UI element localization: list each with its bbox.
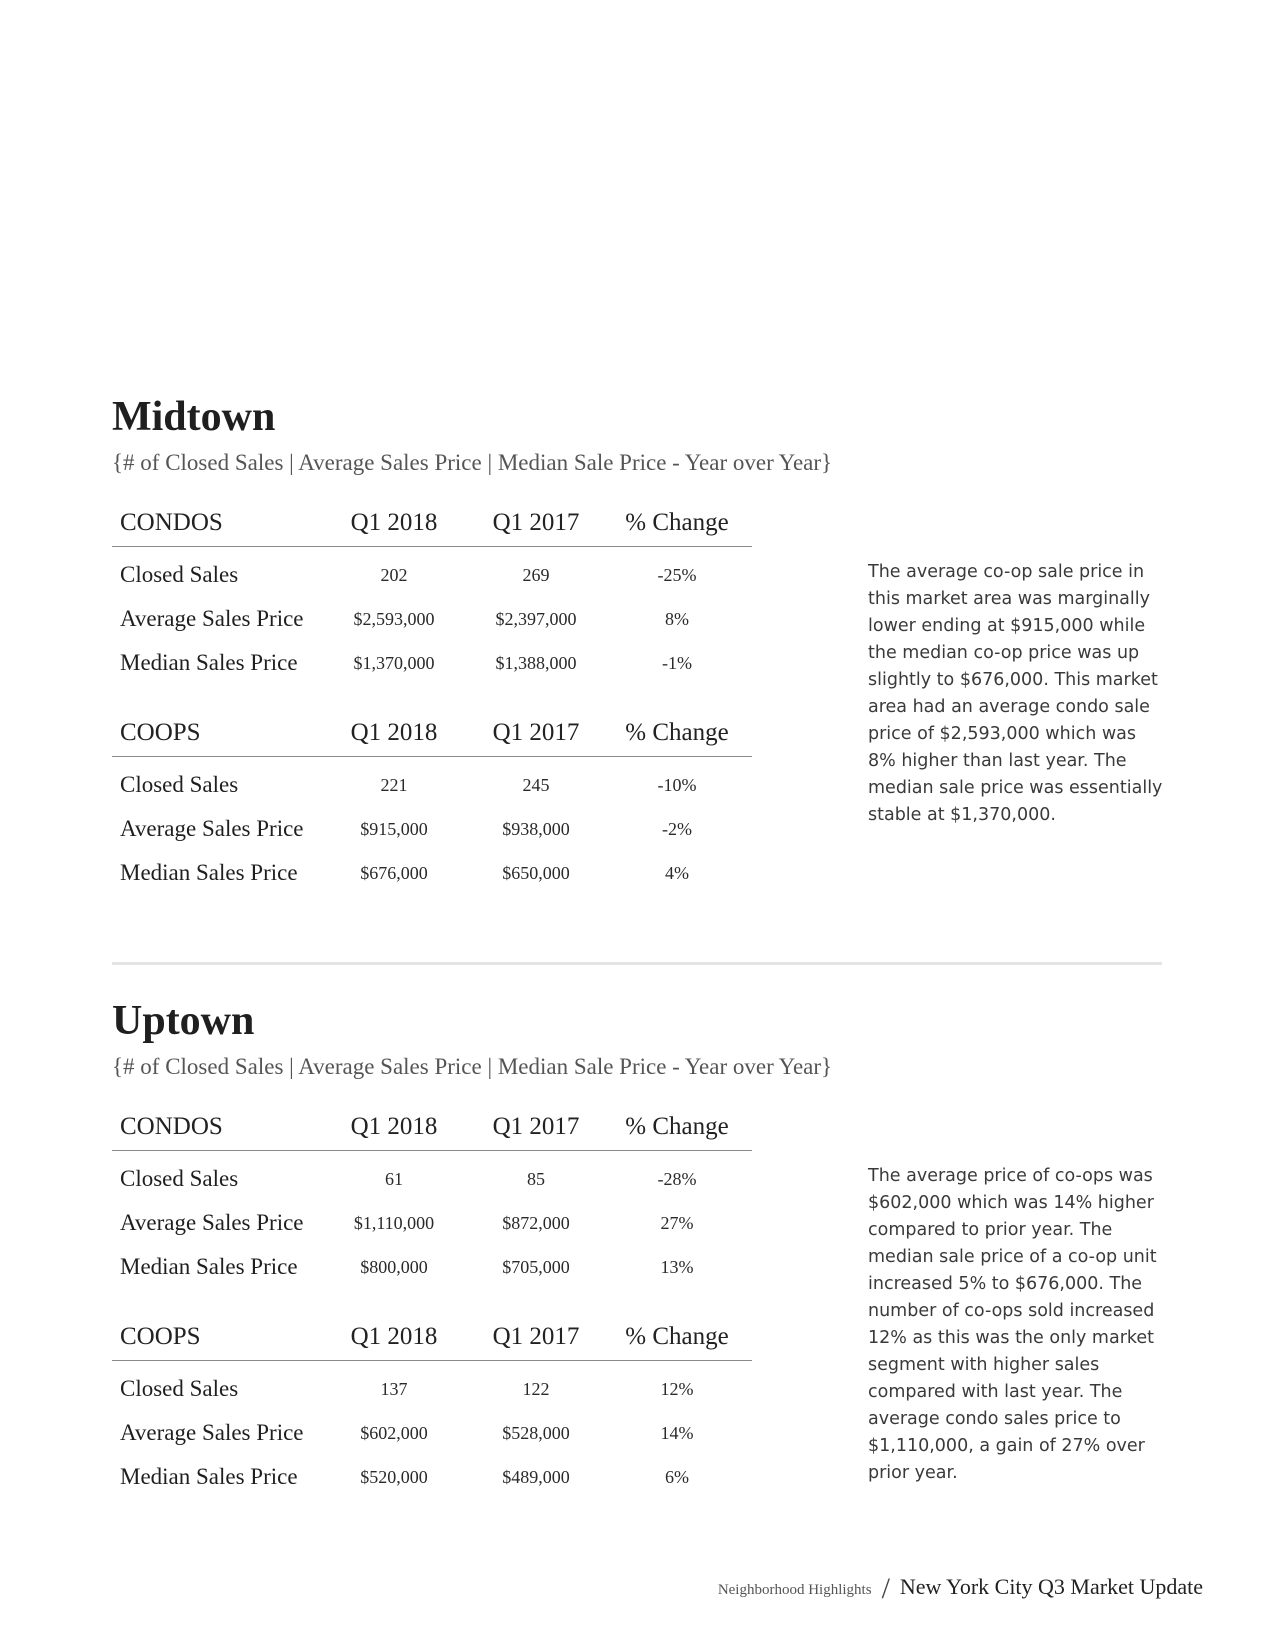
table-row <box>112 763 752 807</box>
value-change: 6% <box>665 1467 689 1487</box>
footer-separator: / <box>881 1572 890 1605</box>
page-footer <box>718 1572 1203 1606</box>
row-label: Median Sales Price <box>120 1254 298 1279</box>
table-row <box>112 1367 752 1411</box>
section-divider <box>112 962 1162 965</box>
table-row <box>112 807 752 851</box>
value-2018: $1,110,000 <box>353 1213 435 1233</box>
midtown-coops-table <box>112 710 752 895</box>
uptown-condos-table <box>112 1104 752 1289</box>
value-2018: $602,000 <box>360 1423 428 1443</box>
value-2018: $915,000 <box>360 819 428 839</box>
footer-section-label: Neighborhood Highlights <box>717 1582 872 1598</box>
midtown-subtitle: {# of Closed Sales | Average Sales Price | Median Sale Price - Year over Year} <box>112 450 833 475</box>
row-label: Average Sales Price <box>120 1420 304 1445</box>
value-2018: 221 <box>380 775 408 795</box>
value-2017: $528,000 <box>502 1423 570 1443</box>
table-row <box>112 1455 752 1499</box>
row-label: Average Sales Price <box>120 816 304 841</box>
value-change: 12% <box>660 1379 694 1399</box>
row-label: Median Sales Price <box>120 860 298 885</box>
table-row <box>112 1201 752 1245</box>
value-change: 4% <box>665 863 689 883</box>
column-q1-2018: Q1 2018 <box>350 1113 438 1140</box>
value-change: 8% <box>665 609 689 629</box>
value-2018: 137 <box>380 1379 408 1399</box>
value-2017: 245 <box>522 775 550 795</box>
value-change: -1% <box>662 653 692 673</box>
table-header <box>112 1314 752 1361</box>
value-2018: $800,000 <box>360 1257 428 1277</box>
category-heading: COOPS <box>120 719 201 746</box>
table-header <box>112 1104 752 1151</box>
value-2017: 85 <box>527 1169 545 1189</box>
value-2018: $676,000 <box>360 863 428 883</box>
column-q1-2017: Q1 2017 <box>492 509 580 536</box>
row-label: Closed Sales <box>120 1166 239 1191</box>
value-change: 13% <box>660 1257 694 1277</box>
uptown-subtitle: {# of Closed Sales | Average Sales Price | Median Sale Price - Year over Year} <box>112 1054 833 1079</box>
value-change: -10% <box>657 775 697 795</box>
row-label: Average Sales Price <box>120 606 304 631</box>
value-change: 14% <box>660 1423 694 1443</box>
footer-report-title: New York City Q3 Market Update <box>899 1574 1203 1599</box>
row-label: Closed Sales <box>120 1376 239 1401</box>
row-label: Average Sales Price <box>120 1210 304 1235</box>
row-label: Closed Sales <box>120 772 239 797</box>
value-2017: $705,000 <box>502 1257 570 1277</box>
value-change: -25% <box>657 565 697 585</box>
value-change: 27% <box>660 1213 694 1233</box>
column-q1-2017: Q1 2017 <box>492 1113 580 1140</box>
column-q1-2018: Q1 2018 <box>350 719 438 746</box>
table-row <box>112 1245 752 1289</box>
value-2017: $872,000 <box>502 1213 570 1233</box>
midtown-condos-table <box>112 500 752 685</box>
column-change: % Change <box>625 509 729 536</box>
column-q1-2018: Q1 2018 <box>350 1323 438 1350</box>
value-2017: 269 <box>522 565 550 585</box>
column-change: % Change <box>625 1323 729 1350</box>
column-q1-2017: Q1 2017 <box>492 719 580 746</box>
table-header <box>112 500 752 547</box>
table-row <box>112 851 752 895</box>
table-header <box>112 710 752 757</box>
table-row <box>112 1411 752 1455</box>
midtown-commentary: The average co-op sale price in this market area was marginally lower ending at $915,000 while the median co-op price was up slightly to $676,000. This market area had an average condo sale price of $2,593,000 which was 8% higher than last year. The median sale price was essentially stable at $1,370,000. <box>868 562 1163 825</box>
category-heading: COOPS <box>120 1323 201 1350</box>
midtown-title: Midtown <box>112 394 276 440</box>
value-2017: $2,397,000 <box>495 609 577 629</box>
column-change: % Change <box>625 719 729 746</box>
uptown-section <box>112 998 1162 1489</box>
value-2017: $650,000 <box>502 863 570 883</box>
row-label: Median Sales Price <box>120 1464 298 1489</box>
value-2017: 122 <box>522 1379 550 1399</box>
value-2017: $489,000 <box>502 1467 570 1487</box>
uptown-commentary: The average price of co-ops was $602,000 which was 14% higher compared to prior year. The median sale price of a co-op unit increased 5% to $676,000. The number of co-ops sold increased 12% as this was the only market segment with higher sales compared with last year. The average condo sales price to $1,110,000, a gain of 27% over prior year. <box>868 1166 1157 1483</box>
table-row <box>112 553 752 597</box>
value-change: -28% <box>657 1169 697 1189</box>
table-row <box>112 1157 752 1201</box>
value-2017: $938,000 <box>502 819 570 839</box>
value-2018: $2,593,000 <box>353 609 435 629</box>
column-q1-2018: Q1 2018 <box>350 509 438 536</box>
uptown-title: Uptown <box>112 998 255 1044</box>
value-2018: 61 <box>385 1169 403 1189</box>
value-2017: $1,388,000 <box>495 653 577 673</box>
category-heading: CONDOS <box>120 509 223 536</box>
value-2018: 202 <box>380 565 408 585</box>
row-label: Closed Sales <box>120 562 239 587</box>
category-heading: CONDOS <box>120 1113 223 1140</box>
column-q1-2017: Q1 2017 <box>492 1323 580 1350</box>
uptown-coops-table <box>112 1314 752 1499</box>
value-change: -2% <box>662 819 692 839</box>
midtown-section <box>112 394 1163 885</box>
table-row <box>112 641 752 685</box>
row-label: Median Sales Price <box>120 650 298 675</box>
value-2018: $520,000 <box>360 1467 428 1487</box>
value-2018: $1,370,000 <box>353 653 435 673</box>
column-change: % Change <box>625 1113 729 1140</box>
table-row <box>112 597 752 641</box>
